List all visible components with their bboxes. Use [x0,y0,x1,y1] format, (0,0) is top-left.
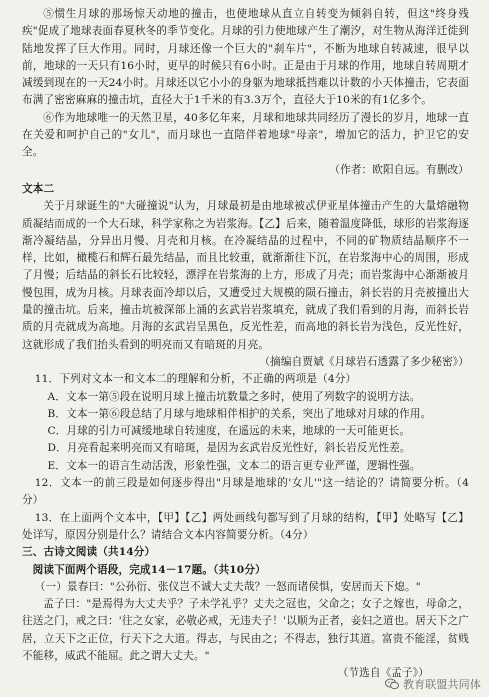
text1-source: （作者：欧阳自远。有删改） [329,163,469,176]
question-11-option-d: D．月亮看起来明亮而又有暗斑，是因为玄武岩反光性好，斜长岩反光性差。 [47,442,411,455]
text1-paragraph-6: ⑥作为地球唯一的天然卫星，40多亿年来，月球和地球共同经历了漫长的岁月，地球一直在关爱和呵护自己的"女儿"，而月球也一直陪伴着地球"母亲"，增加它的活力，护卫它的安全。 [22,111,469,159]
question-11: 11．下列对文本一和文本二的理解和分析，不正确的两项是（4分） [34,373,357,386]
text1-paragraph-5: ⑤惯生月球的那场惊天动地的撞击，也使地球从直立自转变为倾斜自转，但这"终身残疾"促成了地球表面春夏秋冬的季节变化。月球的引力使地球产生了潮汐，对生物从海洋迁徙到陆地发挥了巨大作用。同时，月球还像一个巨大的"刹车片"，不断为地球自转减速，很早以前，地球的一天只有16小时，更早的时候只有6小时。正是由于月球的作用，地球自转周期才减缓到现在的一天24小时。月球还以它小小的身躯为地球抵挡难以计数的小天体撞击，它表面布满了密密麻麻的撞击坑，直径大于1千米的有3.3万个，直径大于10米的有1亿多个。 [22,8,469,107]
classical-text-paragraph-2: 孟子曰："是焉得为大丈夫乎？子未学礼乎？丈夫之冠也，父命之；女子之嫁也，母命之，往送之门，戒之曰：'往之女家，必敬必戒，无违夫子！'以顺为正者，妾妇之道也。居天下之广居，立天下之正位，行天下之大道。得志，与民由之；不得志，独行其道。富贵不能淫，贫贱不能移，威武不能屈。此之谓大丈夫。" [22,598,469,662]
classical-text-source: （节选自《孟子》） [337,667,429,680]
watermark-text: 教育联盟共同体 [402,677,481,691]
wechat-icon [385,678,399,690]
question-11-option-c: C．月球的引力可减缓地球自转速度，在遥远的未来，地球的一天可能更长。 [47,425,411,438]
text2-title: 文本二 [22,182,55,195]
text2-body: 关于月球诞生的"大碰撞说"认为，月球最初是由地球被忒伊亚星体撞击产生的大量熔融物质凝结而成的一个大石球，科学家称之为岩浆海。【乙】后来，随着温度降低，球形的岩浆海逐渐冷凝结晶，分异出月慢、月壳和月核。在冷凝结晶的过程中，不同的矿物质结晶顺序不一样，比如，橄榄石和辉石最先结晶，而且比较重，就渐渐往下沉，在岩浆海中心的周围，形成了月慢；后结晶的斜长石比较轻，漂浮在岩浆海的上方，形成了月壳；而岩浆海中心渐渐被月慢包围，成为月核。月球表面冷却以后，又遭受过大规模的陨石撞击，斜长岩的月壳被撞出大量的撞击坑。后来，撞击坑被深部上涌的玄武岩岩浆填充，就成了我们看到的月海，而斜长岩质的月壳就成为高地。月海的玄武岩呈黑色，反光性差，而高地的斜长岩为浅色，反光性好，这就形成了我们抬头看到的明亮而又有暗斑的月亮。 [22,200,469,351]
question-12: 12．文本一的前三段是如何逐步得出"月球是地球的'女儿'"这一结论的？请简要分析。（4分） [22,477,469,507]
question-11-option-e: E．文本一的语言生动活泼，形象性强，文本二的语言更专业严谨，逻辑性强。 [47,459,421,472]
question-11-option-a: A．文本一第⑤段在说明月球上撞击坑数量之多时，使用了列数字的说明方法。 [47,390,421,403]
section-3-instructions: 阅读下面两个语段，完成14－17题。（共10分） [32,563,266,576]
section-3-title: 三、古诗文阅读（共14分） [22,546,156,559]
text2-source: （摘编自贾斌《月球岩石透露了多少秘密》） [259,355,469,368]
question-13: 13．在上面两个文本中，【甲】【乙】两处画线句都写到了月球的结构，【甲】处略写【乙】处详写，原因分别是什么？请结合文本内容简要分析。（4分） [22,511,469,541]
watermark [385,676,481,693]
classical-text-paragraph-1: （一）景春曰："公孙衍、张仪岂不诚大丈夫哉？一怒而诸侯惧，安居而天下熄。" [34,580,421,593]
question-11-option-b: B．文本一第⑥段总结了月球与地球相伴相护的关系，突出了地球对月球的作用。 [47,407,432,420]
